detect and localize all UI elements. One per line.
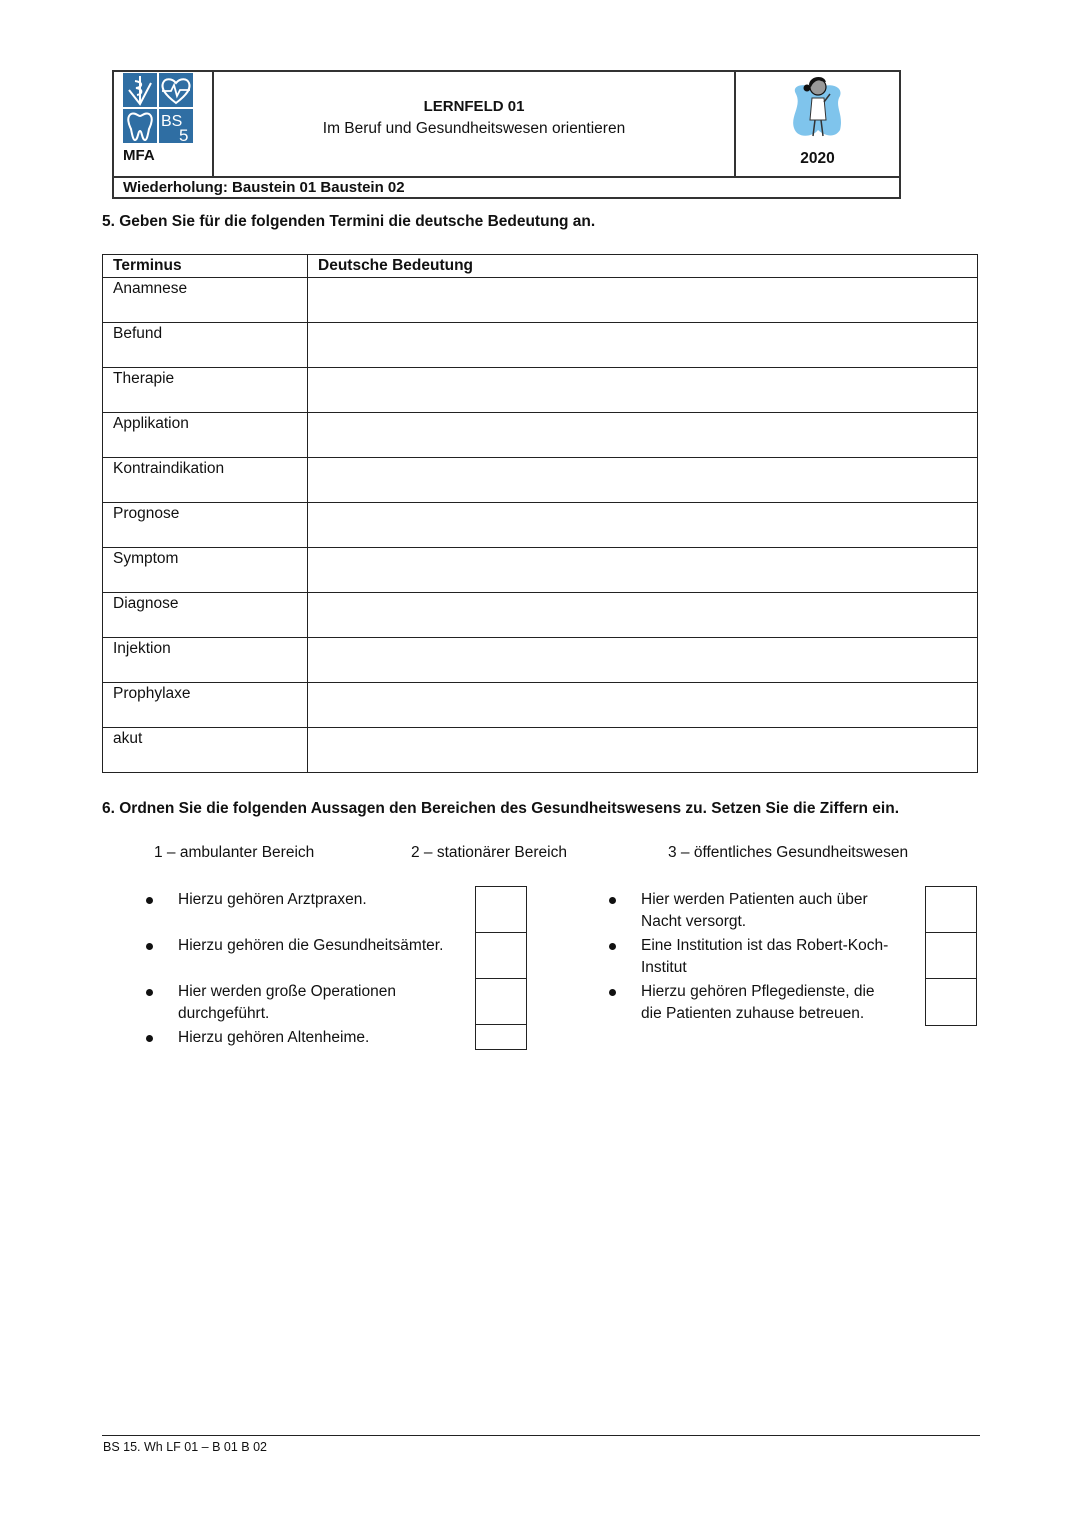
table-row — [103, 458, 978, 503]
table-row — [103, 413, 978, 458]
statement-left-2: Hierzu gehören die Gesundheitsämter. — [178, 937, 444, 954]
svg-text:5: 5 — [179, 126, 189, 143]
lernfeld-title: LERNFELD 01 — [423, 98, 525, 115]
table-row — [103, 323, 978, 368]
column-header-terminus: Terminus — [103, 255, 308, 278]
term-cell: Symptom — [103, 548, 308, 593]
statement-left-4: Hierzu gehören Altenheime. — [178, 1029, 370, 1046]
school-logo — [123, 73, 193, 143]
term-cell: Applikation — [103, 413, 308, 458]
term-cell: Kontraindikation — [103, 458, 308, 503]
statement-left-1: Hierzu gehören Arztpraxen. — [178, 891, 367, 908]
year-cell — [734, 72, 901, 176]
table-row — [103, 593, 978, 638]
meaning-answer-cell[interactable] — [308, 593, 978, 638]
meaning-answer-cell[interactable] — [308, 503, 978, 548]
term-cell: Injektion — [103, 638, 308, 683]
footer-text: BS 15. Wh LF 01 – B 01 B 02 — [103, 1440, 267, 1454]
svg-text:BS: BS — [161, 113, 183, 130]
table-row — [103, 728, 978, 773]
bullet-icon — [609, 943, 616, 950]
meaning-answer-cell[interactable] — [308, 683, 978, 728]
meaning-answer-cell[interactable] — [308, 458, 978, 503]
term-cell: akut — [103, 728, 308, 773]
answer-box[interactable] — [926, 979, 976, 1024]
bullet-icon — [609, 897, 616, 904]
terms-table — [102, 254, 978, 773]
legend-stationaer: 2 – stationärer Bereich — [411, 844, 567, 861]
statement-right-1: Hier werden Patienten auch über Nacht versorgt. — [641, 891, 868, 930]
tooth-icon — [123, 109, 157, 143]
table-row — [103, 503, 978, 548]
logo-label: MFA — [123, 147, 155, 164]
logo-cell — [114, 72, 214, 176]
bullet-icon — [609, 989, 616, 996]
table-row — [103, 548, 978, 593]
statement-left-3: Hier werden große Operationen durchgeführt. — [178, 983, 396, 1022]
meaning-answer-cell[interactable] — [308, 368, 978, 413]
answer-box[interactable] — [476, 979, 526, 1025]
caduceus-icon — [123, 73, 157, 107]
term-cell: Diagnose — [103, 593, 308, 638]
term-cell: Prophylaxe — [103, 683, 308, 728]
column-header-meaning: Deutsche Bedeutung — [308, 255, 978, 278]
bs5-logo-icon — [159, 109, 193, 143]
review-label: Wiederholung: Baustein 01 Baustein 02 — [114, 176, 899, 197]
legend-ambulant: 1 – ambulanter Bereich — [154, 844, 315, 861]
statement-right-2: Eine Institution ist das Robert-Koch- Institut — [641, 937, 889, 976]
bullet-icon — [146, 989, 153, 996]
table-header-row — [103, 255, 978, 278]
table-row — [103, 683, 978, 728]
bullet-icon — [146, 897, 153, 904]
answer-box[interactable] — [476, 933, 526, 979]
answer-box[interactable] — [926, 933, 976, 979]
term-cell: Therapie — [103, 368, 308, 413]
lernfeld-subtitle: Im Beruf und Gesundheitswesen orientieren — [322, 120, 626, 137]
year: 2020 — [800, 150, 835, 167]
answer-boxes-left — [475, 886, 527, 1050]
meaning-answer-cell[interactable] — [308, 638, 978, 683]
heart-pulse-icon — [159, 73, 193, 107]
statement-right-3: Hierzu gehören Pflegedienste, die die Patienten zuhause betreuen. — [641, 983, 875, 1022]
answer-box[interactable] — [926, 887, 976, 933]
header-table — [112, 70, 901, 199]
bullet-icon — [146, 1035, 153, 1042]
meaning-answer-cell[interactable] — [308, 323, 978, 368]
term-cell: Befund — [103, 323, 308, 368]
footer-divider — [102, 1435, 980, 1436]
meaning-answer-cell[interactable] — [308, 278, 978, 323]
meaning-answer-cell[interactable] — [308, 548, 978, 593]
nurse-illustration-icon — [788, 74, 848, 142]
meaning-answer-cell[interactable] — [308, 728, 978, 773]
task6-instruction: 6. Ordnen Sie die folgenden Aussagen den Bereichen des Gesundheitswesens zu. Setzen Sie die Ziffern ein. — [102, 800, 900, 817]
answer-box[interactable] — [476, 887, 526, 933]
task5-instruction: 5. Geben Sie für die folgenden Termini die deutsche Bedeutung an. — [102, 213, 596, 230]
table-row — [103, 278, 978, 323]
term-cell: Anamnese — [103, 278, 308, 323]
table-row — [103, 638, 978, 683]
answer-box[interactable] — [476, 1025, 526, 1048]
answer-boxes-right — [925, 886, 977, 1026]
bullet-icon — [146, 943, 153, 950]
legend-oeffentlich: 3 – öffentliches Gesundheitswesen — [668, 844, 909, 861]
term-cell: Prognose — [103, 503, 308, 548]
meaning-answer-cell[interactable] — [308, 413, 978, 458]
table-row — [103, 368, 978, 413]
